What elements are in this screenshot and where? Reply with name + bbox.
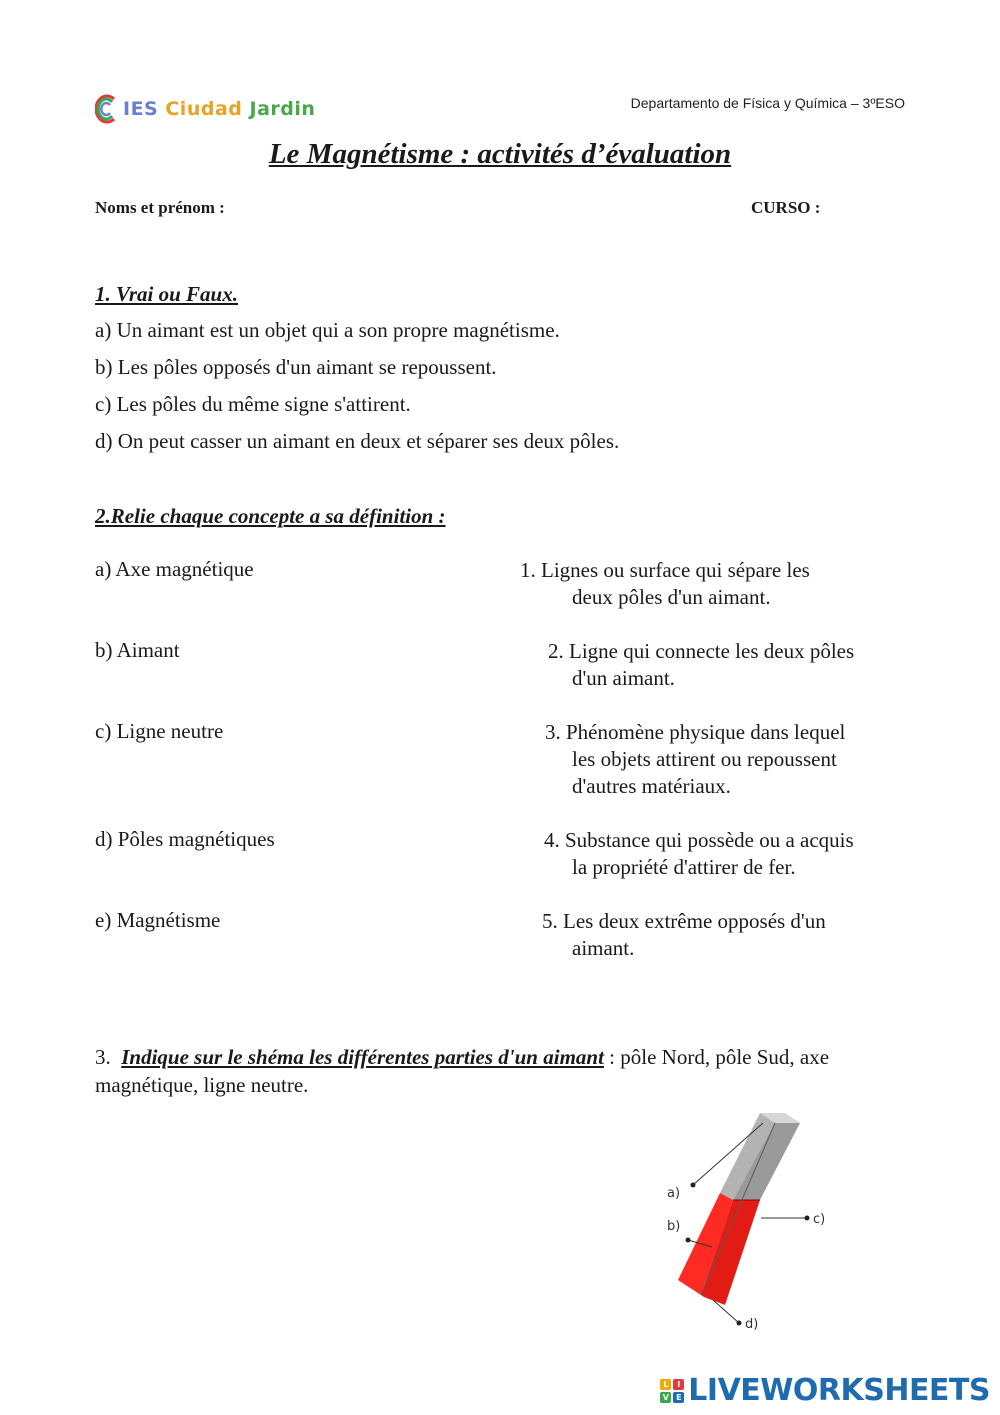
true-false-item-b: b) Les pôles opposés d'un aimant se repoussent. [95, 355, 497, 379]
definition-4-line-1: 4. Substance qui possède ou a acquis [544, 828, 854, 852]
section1-heading: 1. Vrai ou Faux. [95, 282, 238, 306]
logo-tile-l: L [660, 1379, 671, 1390]
logo-tile-v: V [660, 1392, 671, 1403]
logo-ies-text: IES [123, 98, 159, 120]
definition-2-line-2: d'un aimant. [572, 666, 675, 690]
liveworksheets-logo-icon [660, 1379, 684, 1403]
concept-d: d) Pôles magnétiques [95, 827, 275, 851]
definition-1-line-2: deux pôles d'un aimant. [572, 585, 771, 609]
school-logo [95, 93, 315, 125]
magnetic-axis-mark [701, 1123, 775, 1295]
definition-5-line-1: 5. Les deux extrême opposés d'un [542, 909, 826, 933]
logo-jardin-text: Jardin [249, 98, 316, 120]
definition-2 [548, 638, 854, 692]
magnet-bar [678, 1113, 800, 1305]
logo-emblem-icon [95, 93, 121, 125]
definition-2-line-1: 2. Ligne qui connecte les deux pôles [548, 639, 855, 663]
concept-b: b) Aimant [95, 638, 180, 662]
magnet-diagram [655, 1105, 845, 1335]
section3-number: 3. [95, 1045, 111, 1069]
name-field-label: Noms et prénom : [95, 198, 225, 217]
concept-c: c) Ligne neutre [95, 719, 224, 743]
liveworksheets-brand [660, 1373, 990, 1408]
section3-emphasis: Indique sur le shéma les différentes parties d'un aimant [121, 1045, 604, 1069]
course-field-label: CURSO : [751, 198, 821, 217]
section3-rest: : pôle Nord, pôle Sud, axe magnétique, ligne neutre. [95, 1045, 830, 1097]
definition-3-line-1: 3. Phénomène physique dans lequel [545, 720, 846, 744]
definition-3 [545, 719, 845, 800]
section2-heading: 2.Relie chaque concepte a sa définition : [95, 504, 446, 528]
liveworksheets-wordmark: LIVEWORKSHEETS [688, 1373, 990, 1408]
diagram-label-a: a) [667, 1186, 681, 1201]
diagram-label-d: d) [745, 1317, 759, 1332]
definition-1 [520, 557, 810, 611]
logo-tile-i: I [673, 1379, 684, 1390]
true-false-item-d: d) On peut casser un aimant en deux et séparer ses deux pôles. [95, 429, 620, 453]
department-label: Departamento de Física y Química – 3ºESO [630, 95, 905, 111]
definition-4 [544, 827, 854, 881]
definition-1-line-1: 1. Lignes ou surface qui sépare les [520, 558, 810, 582]
diagram-label-b: b) [667, 1219, 681, 1234]
diagram-label-c: c) [813, 1212, 826, 1227]
section3-instruction [95, 1043, 905, 1099]
concept-e: e) Magnétisme [95, 908, 221, 932]
definition-5 [542, 908, 826, 962]
logo-tile-e: E [673, 1392, 684, 1403]
true-false-item-c: c) Les pôles du même signe s'attirent. [95, 392, 411, 416]
logo-ciudad-text: Ciudad [165, 98, 243, 120]
concept-a: a) Axe magnétique [95, 557, 254, 581]
definition-3-line-3: d'autres matériaux. [572, 774, 731, 798]
definition-5-line-2: aimant. [572, 936, 635, 960]
definition-4-line-2: la propriété d'attirer de fer. [572, 855, 796, 879]
page-title: Le Magnétisme : activités d’évaluation [268, 138, 732, 170]
true-false-item-a: a) Un aimant est un objet qui a son propre magnétisme. [95, 318, 560, 342]
definition-3-line-2: les objets attirent ou repoussent [572, 747, 837, 771]
